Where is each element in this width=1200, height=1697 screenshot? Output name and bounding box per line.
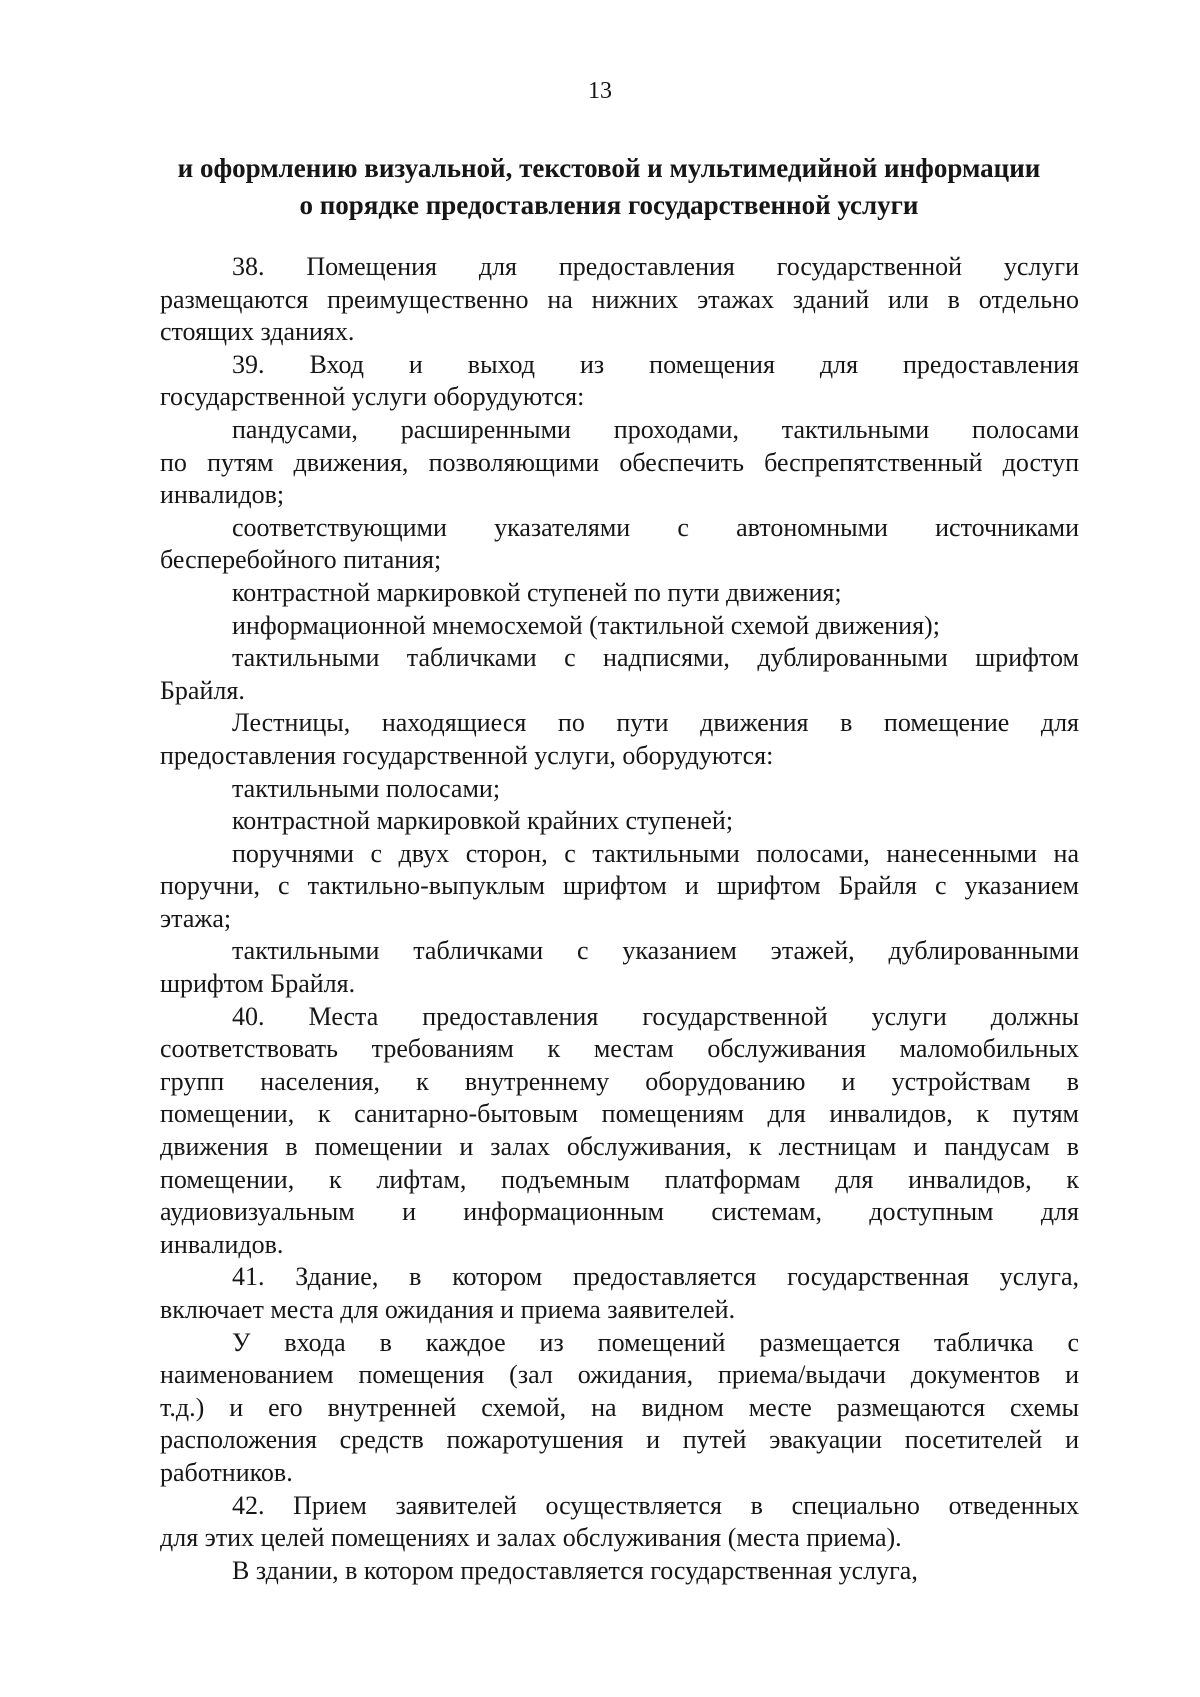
text-line: инвалидов. (160, 1229, 284, 1259)
text-line: стоящих зданиях. (160, 317, 355, 347)
text-line: помещении, к лифтам, подъемным платформам для инвалидов, к (160, 1164, 1079, 1194)
text-line: т.д.) и его внутренней схемой, на видном месте размещаются схемы (160, 1392, 1079, 1422)
text-line: по путям движения, позволяющими обеспечить беспрепятственный доступ (160, 447, 1079, 477)
heading-line: и оформлению визуальной, текстовой и мультимедийной информации (177, 153, 1041, 183)
text-line: помещении, к санитарно-бытовым помещениям для инвалидов, к путям (160, 1099, 1079, 1129)
document-body (160, 251, 1079, 1587)
text-line: государственной услуги оборудуются: (160, 382, 585, 412)
paragraph (160, 805, 1079, 838)
paragraph (160, 773, 1079, 806)
section-heading (140, 150, 1078, 224)
paragraph (160, 838, 1079, 936)
text-line: тактильными табличками с указанием этажей, дублированными (232, 936, 1079, 966)
text-line: 41. Здание, в котором предоставляется государственная услуга, (232, 1262, 1079, 1292)
text-line: 39. Вход и выход из помещения для предоставления (232, 349, 1079, 379)
text-line: этажа; (160, 903, 232, 933)
paragraph (160, 935, 1079, 1000)
paragraph (160, 610, 1079, 643)
text-line: 42. Прием заявителей осуществляется в специально отведенных (232, 1490, 1079, 1520)
text-line: соответствующими указателями с автономными источниками (232, 512, 1079, 542)
text-line: контрастной маркировкой крайних ступеней; (232, 806, 734, 836)
paragraph (160, 414, 1079, 512)
text-line: наименованием помещения (зал ожидания, приема/выдачи документов и (160, 1360, 1079, 1390)
text-line: включает места для ожидания и приема заявителей. (160, 1295, 736, 1324)
text-line: бесперебойного питания; (160, 545, 442, 575)
text-line: Брайля. (160, 675, 245, 705)
text-line: 40. Места предоставления государственной услуги должны (232, 1001, 1079, 1031)
paragraph (160, 1261, 1079, 1326)
text-line: расположения средств пожаротушения и путей эвакуации посетителей и (160, 1425, 1079, 1455)
paragraph (160, 1490, 1079, 1555)
text-line: поручни, с тактильно-выпуклым шрифтом и шрифтом Брайля с указанием (160, 871, 1079, 901)
paragraph (160, 642, 1079, 707)
text-line: групп населения, к внутреннему оборудованию и устройствам в (160, 1066, 1079, 1096)
text-line: пандусами, расширенными проходами, тактильными полосами (232, 414, 1079, 444)
text-line: информационной мнемосхемой (тактильной схемой движения); (232, 610, 940, 640)
text-line: инвалидов; (160, 480, 285, 510)
text-line: для этих целей помещениях и залах обслуживания (места приема). (160, 1523, 902, 1553)
text-line: шрифтом Брайля. (160, 969, 356, 999)
text-line: аудиовизуальным и информационным системам, доступным для (160, 1197, 1079, 1227)
text-line: контрастной маркировкой ступеней по пути движения; (232, 577, 842, 607)
page-number: 13 (588, 78, 612, 104)
paragraph (160, 1001, 1079, 1262)
text-line: поручнями с двух сторон, с тактильными полосами, нанесенными на (232, 838, 1079, 868)
text-line: Лестницы, находящиеся по пути движения в помещение для (232, 708, 1079, 738)
text-line: работников. (160, 1457, 293, 1487)
text-line: 38. Помещения для предоставления государственной услуги (232, 252, 1079, 281)
text-line: размещаются преимущественно на нижних этажах зданий или в отдельно (160, 284, 1079, 314)
text-line: предоставления государственной услуги, оборудуются: (160, 740, 774, 770)
text-line: У входа в каждое из помещений размещается табличка с (232, 1327, 1079, 1357)
paragraph (160, 349, 1079, 414)
paragraph (160, 512, 1079, 577)
paragraph (160, 707, 1079, 772)
paragraph (160, 251, 1079, 349)
text-line: тактильными табличками с надписями, дублированными шрифтом (232, 643, 1079, 673)
heading-line: о порядке предоставления государственной услуги (299, 190, 919, 220)
text-line: движения в помещении и залах обслуживания, к лестницам и пандусам в (160, 1132, 1079, 1162)
paragraph (160, 1555, 1079, 1588)
text-line: соответствовать требованиям к местам обслуживания маломобильных (160, 1034, 1079, 1064)
paragraph (160, 577, 1079, 610)
text-line: тактильными полосами; (232, 773, 501, 803)
text-line: В здании, в котором предоставляется государственная услуга, (232, 1555, 918, 1585)
paragraph (160, 1327, 1079, 1490)
